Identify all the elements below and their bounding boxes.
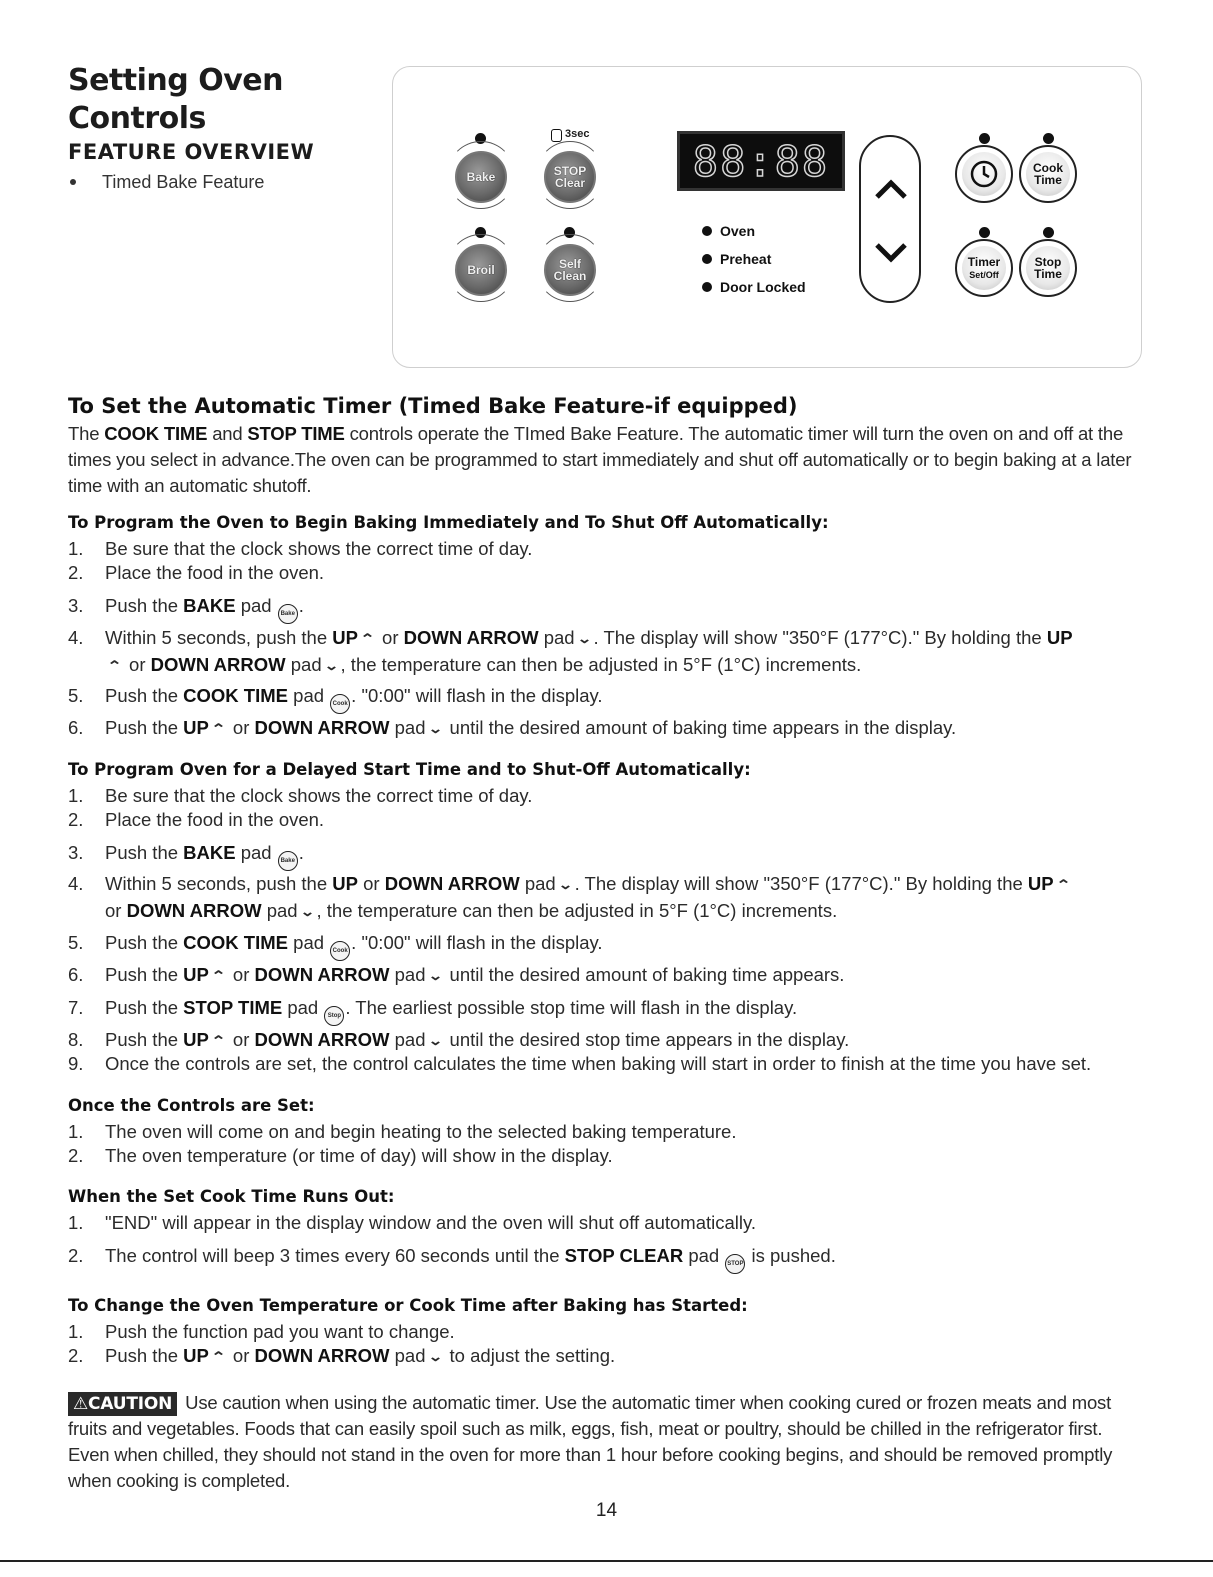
page-title bbox=[68, 62, 283, 138]
list-item bbox=[68, 1343, 1148, 1370]
bottom-rule bbox=[0, 1560, 1213, 1562]
caution-badge: ⚠CAUTION bbox=[68, 1392, 177, 1416]
down-arrow-icon: ⌄ bbox=[557, 877, 573, 892]
list-item bbox=[68, 536, 1148, 562]
list-item bbox=[68, 1119, 1148, 1145]
up-arrow-icon: ⌃ bbox=[210, 1349, 226, 1364]
step-text: pad bbox=[261, 900, 298, 921]
intro-paragraph bbox=[68, 421, 1148, 499]
step-bold: BAKE bbox=[183, 595, 236, 616]
intro-bold: COOK TIME bbox=[104, 423, 208, 444]
down-arrow-icon bbox=[873, 241, 909, 265]
step-bold: UP bbox=[183, 1345, 209, 1366]
step-bold: UP bbox=[332, 873, 358, 894]
self-clean-label-1: Self bbox=[558, 257, 581, 271]
cook-time-pad-icon bbox=[330, 941, 350, 961]
step-text: Place the food in the oven. bbox=[105, 562, 325, 583]
down-arrow-icon: ⌄ bbox=[576, 631, 592, 646]
step-bold: DOWN ARROW bbox=[126, 900, 262, 921]
step-text: or bbox=[357, 873, 385, 894]
step-bold: DOWN ARROW bbox=[384, 873, 520, 894]
list-item bbox=[68, 871, 1148, 925]
list-item bbox=[68, 715, 1148, 742]
down-arrow-icon: ⌄ bbox=[427, 721, 443, 736]
step-text: to adjust the setting. bbox=[444, 1345, 616, 1366]
step-text: pad bbox=[288, 932, 325, 953]
step-bold: DOWN ARROW bbox=[403, 627, 539, 648]
step-text: until the desired amount of baking time appears. bbox=[444, 964, 845, 985]
step-text: pad bbox=[235, 842, 272, 863]
cook-time-pad-icon bbox=[330, 694, 350, 714]
step-text: or bbox=[227, 1345, 255, 1366]
indicator-led bbox=[1043, 133, 1054, 144]
stop-time-pad bbox=[1019, 239, 1077, 297]
step-number: 1. bbox=[68, 538, 84, 559]
indicator-dot bbox=[702, 226, 712, 236]
indicator-door-locked bbox=[702, 279, 806, 295]
step-number: 4. bbox=[68, 627, 84, 648]
step-text: or bbox=[227, 1029, 255, 1050]
step-number: 2. bbox=[68, 1245, 84, 1266]
down-arrow-icon: ⌄ bbox=[427, 1349, 443, 1364]
timer-label-2: Set/Off bbox=[969, 269, 999, 280]
step-text: or bbox=[227, 964, 255, 985]
mini-label: Bake bbox=[280, 858, 295, 864]
step-text: The control will beep 3 times every 60 seconds until the bbox=[105, 1245, 565, 1266]
step-text: Once the controls are set, the control calculates the time when baking will start in order to finish at the time you have set. bbox=[105, 1053, 1092, 1074]
step-number: 1. bbox=[68, 1321, 84, 1342]
page-number: 14 bbox=[595, 1500, 618, 1521]
pad-arc bbox=[447, 141, 515, 209]
step-number: 1. bbox=[68, 785, 84, 806]
list-item bbox=[68, 1027, 1148, 1054]
step-text: , the temperature can then be adjusted in 5°F (1°C) increments. bbox=[340, 654, 862, 675]
down-arrow-icon: ⌄ bbox=[427, 1033, 443, 1048]
list-item bbox=[68, 625, 1148, 679]
step-text: pad bbox=[235, 595, 272, 616]
step-text: . The earliest possible stop time will flash in the display. bbox=[345, 997, 798, 1018]
self-clean-label-2: Clean bbox=[553, 269, 587, 283]
step-text: . "0:00" will flash in the display. bbox=[351, 685, 603, 706]
list-item bbox=[68, 560, 1148, 586]
step-number: 2. bbox=[68, 809, 84, 830]
cook-time-label-2: Time bbox=[1034, 173, 1062, 187]
step-text: pad bbox=[285, 654, 322, 675]
step-bold: DOWN ARROW bbox=[254, 1345, 390, 1366]
bake-pad-label: Bake bbox=[466, 170, 496, 184]
step-bold: DOWN ARROW bbox=[254, 964, 390, 985]
pad-arc bbox=[536, 234, 604, 302]
broil-pad-label: Broil bbox=[467, 263, 495, 277]
step-bold: UP bbox=[1027, 873, 1054, 894]
stop-time-pad-icon bbox=[324, 1006, 344, 1026]
step-text: . The display will show "350°F (177°C)." By holding the bbox=[593, 627, 1047, 648]
step-bold: UP bbox=[332, 627, 358, 648]
up-arrow-icon: ⌃ bbox=[210, 968, 226, 983]
cook-time-label-1: Cook bbox=[1033, 161, 1063, 175]
indicator-oven bbox=[702, 223, 755, 239]
title-line-2: Controls bbox=[68, 101, 206, 136]
title-line-1: Setting Oven bbox=[68, 63, 283, 98]
stop-clear-pad-icon bbox=[725, 1254, 745, 1274]
step-text: pad bbox=[519, 873, 556, 894]
step-number: 3. bbox=[68, 842, 84, 863]
caution-text: Use caution when using the automatic timer. Use the automatic timer when cooking cured or frozen meats and most fruits and vegetables. Foods that can easily spoil such as milk, eggs, fish, meat or poultry, should be chilled in the refrigerator first. Even when chilled, they should not stand in the oven for more than 1 hour before cooking begins, and should be removed promptly when cooking is completed. bbox=[68, 1392, 1113, 1491]
mini-label: Bake bbox=[280, 611, 295, 617]
step-text: The oven temperature (or time of day) will show in the display. bbox=[105, 1145, 613, 1166]
step-text: pad bbox=[389, 1029, 426, 1050]
up-arrow-icon: ⌃ bbox=[210, 721, 226, 736]
stop-clear-label-1: STOP bbox=[553, 164, 587, 178]
indicator-preheat-label: Preheat bbox=[720, 251, 772, 267]
step-text: Be sure that the clock shows the correct time of day. bbox=[105, 785, 533, 806]
step-text: Push the bbox=[105, 595, 184, 616]
indicator-dot bbox=[702, 282, 712, 292]
timer-pad bbox=[955, 239, 1013, 297]
step-number: 6. bbox=[68, 964, 84, 985]
list-item bbox=[68, 683, 1148, 714]
step-bold: UP bbox=[1046, 627, 1073, 648]
delayed-heading: To Program Oven for a Delayed Start Time and to Shut-Off Automatically: bbox=[68, 760, 751, 779]
pad-arc bbox=[447, 234, 515, 302]
list-item bbox=[68, 807, 1148, 833]
step-text: until the desired amount of baking time appears in the display. bbox=[444, 717, 957, 738]
lock-icon bbox=[551, 129, 562, 142]
step-text: pad bbox=[389, 717, 426, 738]
up-arrow-icon: ⌃ bbox=[210, 1033, 226, 1048]
step-text: Push the bbox=[105, 964, 184, 985]
stop-time-label-2: Time bbox=[1034, 267, 1062, 281]
feature-bullet-text: Timed Bake Feature bbox=[102, 172, 265, 192]
list-item bbox=[68, 1143, 1148, 1169]
step-number: 5. bbox=[68, 685, 84, 706]
control-panel-illustration bbox=[392, 66, 1142, 368]
step-bold: DOWN ARROW bbox=[254, 717, 390, 738]
step-text: Push the bbox=[105, 1345, 184, 1366]
step-bold: DOWN ARROW bbox=[150, 654, 286, 675]
down-arrow-icon: ⌄ bbox=[299, 904, 315, 919]
step-number: 1. bbox=[68, 1212, 84, 1233]
step-number: 1. bbox=[68, 1121, 84, 1142]
runs-out-heading: When the Set Cook Time Runs Out: bbox=[68, 1187, 395, 1206]
list-item bbox=[68, 930, 1148, 961]
indicator-led bbox=[1043, 227, 1054, 238]
up-arrow-icon bbox=[873, 177, 909, 201]
step-text: pad bbox=[389, 964, 426, 985]
step-text: or bbox=[123, 654, 151, 675]
bake-pad-icon bbox=[278, 851, 298, 871]
once-set-heading: Once the Controls are Set: bbox=[68, 1096, 315, 1115]
step-bold: STOP CLEAR bbox=[564, 1245, 684, 1266]
intro-text: controls operate the TImed Bake Feature. The automatic timer will turn the oven on and off at the times you select in advance.The oven can be programmed to start immediately and shut off automatically or to begin baking at a later time with an automatic shutoff. bbox=[68, 423, 1132, 496]
digital-display bbox=[677, 131, 845, 191]
change-heading: To Change the Oven Temperature or Cook Time after Baking has Started: bbox=[68, 1296, 748, 1315]
step-text: is pushed. bbox=[746, 1245, 836, 1266]
pad-arc bbox=[536, 141, 604, 209]
step-text: Within 5 seconds, push the bbox=[105, 627, 333, 648]
step-text: until the desired stop time appears in the display. bbox=[444, 1029, 850, 1050]
mini-label: Cook bbox=[332, 948, 348, 954]
step-text: Be sure that the clock shows the correct time of day. bbox=[105, 538, 533, 559]
step-text: "END" will appear in the display window and the oven will shut off automatically. bbox=[105, 1212, 757, 1233]
step-text: Place the food in the oven. bbox=[105, 809, 325, 830]
mini-label: Stop bbox=[327, 1013, 342, 1019]
step-text: Push the bbox=[105, 842, 184, 863]
step-number: 2. bbox=[68, 1345, 84, 1366]
step-bold: UP bbox=[183, 1029, 209, 1050]
immediate-heading: To Program the Oven to Begin Baking Immediately and To Shut Off Automatically: bbox=[68, 513, 829, 532]
step-text: pad bbox=[282, 997, 319, 1018]
indicator-door-locked-label: Door Locked bbox=[720, 279, 806, 295]
down-arrow-icon: ⌄ bbox=[323, 658, 339, 673]
step-text: . bbox=[298, 842, 304, 863]
step-number: 5. bbox=[68, 932, 84, 953]
indicator-oven-label: Oven bbox=[720, 223, 756, 239]
list-item bbox=[68, 783, 1148, 809]
step-text: Push the bbox=[105, 1029, 184, 1050]
display-digits: 88:88 bbox=[692, 136, 830, 186]
list-item bbox=[68, 593, 1148, 624]
step-text: Within 5 seconds, push the bbox=[105, 873, 333, 894]
step-text: . The display will show "350°F (177°C)." By holding the bbox=[574, 873, 1028, 894]
feature-bullet bbox=[70, 172, 264, 193]
step-text: or bbox=[227, 717, 255, 738]
up-arrow-icon: ⌃ bbox=[106, 658, 123, 673]
clock-pad bbox=[955, 145, 1013, 203]
feature-overview-heading: FEATURE OVERVIEW bbox=[68, 140, 315, 164]
list-item bbox=[68, 1210, 1148, 1236]
stop-time-label-1: Stop bbox=[1034, 255, 1062, 269]
step-text: . "0:00" will flash in the display. bbox=[351, 932, 603, 953]
step-text: or bbox=[376, 627, 404, 648]
indicator-preheat bbox=[702, 251, 771, 267]
indicator-led bbox=[979, 133, 990, 144]
arrow-pads bbox=[859, 135, 921, 303]
intro-bold: STOP TIME bbox=[247, 423, 345, 444]
step-bold: UP bbox=[183, 717, 209, 738]
step-text: pad bbox=[288, 685, 325, 706]
timer-label-1: Timer bbox=[967, 254, 1001, 269]
intro-text: The bbox=[68, 423, 105, 444]
step-text: or bbox=[105, 900, 127, 921]
list-item bbox=[68, 995, 1148, 1026]
step-number: 7. bbox=[68, 997, 84, 1018]
step-number: 8. bbox=[68, 1029, 84, 1050]
bake-pad-icon bbox=[278, 604, 298, 624]
list-item bbox=[68, 1319, 1148, 1345]
step-text: Push the function pad you want to change. bbox=[105, 1321, 455, 1342]
cook-time-pad bbox=[1019, 145, 1077, 203]
step-bold: COOK TIME bbox=[183, 685, 289, 706]
list-item bbox=[68, 840, 1148, 871]
step-bold: COOK TIME bbox=[183, 932, 289, 953]
list-item bbox=[68, 1243, 1148, 1274]
step-number: 4. bbox=[68, 873, 84, 894]
step-text: , the temperature can then be adjusted in 5°F (1°C) increments. bbox=[316, 900, 838, 921]
step-text: Push the bbox=[105, 685, 184, 706]
mini-label: STOP bbox=[727, 1261, 744, 1267]
step-number: 9. bbox=[68, 1053, 84, 1074]
step-number: 6. bbox=[68, 717, 84, 738]
step-text: pad bbox=[389, 1345, 426, 1366]
step-bold: DOWN ARROW bbox=[254, 1029, 390, 1050]
mini-label: Cook bbox=[332, 701, 348, 707]
bullet-dot bbox=[70, 179, 76, 185]
step-bold: STOP TIME bbox=[183, 997, 283, 1018]
step-text: Push the bbox=[105, 717, 184, 738]
caution-paragraph bbox=[68, 1390, 1148, 1494]
intro-text: and bbox=[207, 423, 248, 444]
step-text: Push the bbox=[105, 932, 184, 953]
step-number: 2. bbox=[68, 562, 84, 583]
list-item bbox=[68, 962, 1148, 989]
lock-hold-label: 3sec bbox=[565, 128, 590, 140]
step-text: The oven will come on and begin heating to the selected baking temperature. bbox=[105, 1121, 737, 1142]
list-item bbox=[68, 1051, 1148, 1077]
section-heading: To Set the Automatic Timer (Timed Bake Feature-if equipped) bbox=[68, 394, 798, 418]
up-arrow-icon: ⌃ bbox=[1055, 877, 1071, 892]
step-bold: BAKE bbox=[183, 842, 236, 863]
indicator-led bbox=[979, 227, 990, 238]
step-text: Push the bbox=[105, 997, 184, 1018]
step-number: 3. bbox=[68, 595, 84, 616]
indicator-dot bbox=[702, 254, 712, 264]
step-text: pad bbox=[683, 1245, 720, 1266]
down-arrow-icon: ⌄ bbox=[427, 968, 443, 983]
step-text: . bbox=[298, 595, 304, 616]
stop-clear-label-2: Clear bbox=[554, 176, 586, 190]
step-text: pad bbox=[538, 627, 575, 648]
step-bold: UP bbox=[183, 964, 209, 985]
clock-icon bbox=[969, 159, 999, 189]
up-arrow-icon: ⌃ bbox=[359, 631, 376, 646]
step-number: 2. bbox=[68, 1145, 84, 1166]
